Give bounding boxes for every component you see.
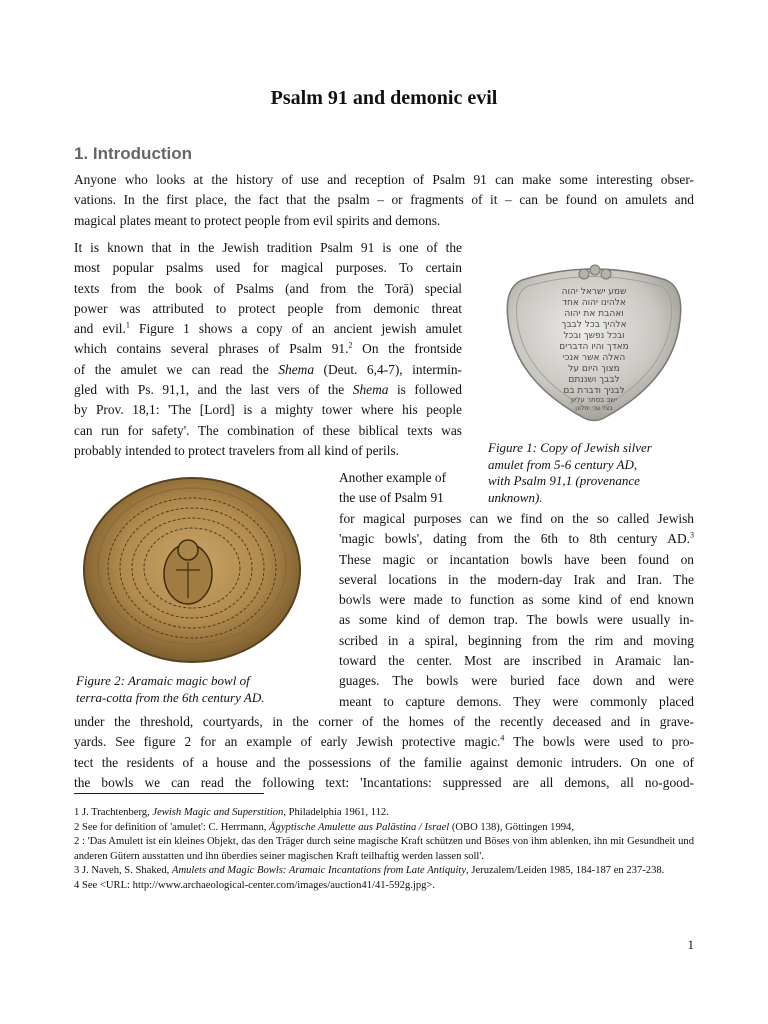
paragraph-magic-bowls [339,509,694,712]
bowl-illustration [80,470,304,666]
para-line: several locations in the modern-day Irak and Iran. The [339,571,694,587]
para-line: bowls were made to function as some kind of end known [339,592,694,608]
para-line: and evil.$^1$ Figure 1 shows a copy of an ancient jewish amulet [74,320,463,337]
paragraph-magic-bowls-start [339,468,467,509]
footnote-4[interactable]: 4 See <URL: http://www.archaeological-center.com/images/auction41/41-592g.jpg>. [74,879,436,891]
figure-1-caption: Figure 1: Copy of Jewish silver amulet from 5-6 century AD, with Psalm 91,1 (provenance unknown). [488,440,652,505]
intro-line: Anyone who looks at the history of use and reception of Psalm 91 can make some interesting obser- [74,172,694,187]
amulet-illustration [494,250,694,430]
para-line: of the amulet we can read the Shema (Deut. 6,4-7), intermin- [74,361,462,377]
footnote-ref[interactable]: 1 [125,320,130,330]
footnote-ref[interactable]: 3 [690,530,694,540]
footnote-2: 2 See for definition of 'amulet': C. Herrmann, Ägyptische Amulette aus Palästina / Israel (OBO 138), Göttingen 1994, [74,821,574,833]
amulet-inscription: ובכל נפשך ובכל [563,331,625,341]
page-number: 1 [687,937,694,952]
para-line: the use of Psalm 91 [339,490,444,506]
paragraph-magic-bowls-full [74,712,694,793]
para-line: by Prov. 18,1: 'The [Lord] is a mighty tower where his people [74,402,462,418]
amulet-inscription: מאדך והיו הדברים [559,342,629,352]
intro-paragraph [74,170,694,231]
footnotes [74,806,694,894]
para-line: gled with Ps. 91,1, and the last vers of the Shema is followed [74,382,462,398]
amulet-inscription: בצל שדי יתלונן [575,405,613,412]
para-line: Another example of [339,470,447,485]
para-line: as some kind of demon trap. The bowls were usually in- [339,612,694,628]
para-line: guages. The bowls were buried face down and were [339,673,694,689]
footnote-1: 1 J. Trachtenberg, Jewish Magic and Superstition, Philadelphia 1961, 112. [74,807,389,818]
page-title: Psalm 91 and demonic evil [270,87,498,109]
footnote-ref[interactable]: 4 [500,733,505,743]
paragraph-jewish-tradition [74,238,462,461]
para-line: meant to capture demons. They were commonly placed [339,693,694,709]
figure-2-caption: Figure 2: Aramaic magic bowl of terra-cotta from the 6th century AD. [76,673,265,705]
para-line: It is known that in the Jewish tradition Psalm 91 is one of the [74,240,462,255]
footnote-2-quote: 2 : 'Das Amulett ist ein kleines Objekt, das den Träger durch seine magische Kraft schützen und Böses von ihm ablenken, ihn mit Gesundheit und anderen Gütern ausstatten und ihn überdies seiner magischen Kraft teilhaftig werden lassen soll'. [74,836,694,862]
figure-2-bowl-image [80,470,304,666]
para-line: for magical purposes can we find on the so called Jewish [339,511,694,526]
para-line: probably intended to protect travelers from all kind of perils. [74,442,399,458]
amulet-inscription: ואהבת את יהוה [564,309,624,319]
para-line: scribed in a spiral, beginning from the rim and moving [339,632,694,648]
para-line: the bowls we can read the following text: 'Incantations: suppressed are all demons, all no-good- [74,774,694,790]
amulet-inscription: אלהינו יהוה אחד [562,298,626,308]
para-line: most popular psalms used for magical purposes. To certain [74,260,462,276]
footnote-3: 3 J. Naveh, S. Shaked, Amulets and Magic Bowls: Aramaic Incantations from Late Antiquity, Jeruzalem/Leiden 1985, 184-187 en 237-238. [74,865,665,877]
para-line: can run for safety'. The combination of these biblical texts was [74,422,462,438]
intro-line: vations. In the first place, the fact that the psalm – or fragments of it – can be found on amulets and [74,192,694,208]
intro-line: magical plates meant to protect people from evil spirits and demons. [74,212,441,228]
figure-1-amulet-image [494,250,694,430]
para-line: These magic or incantation bowls have been found on [339,551,694,567]
amulet-inscription: לבבך ושננתם [568,375,620,385]
section-heading: 1. Introduction [74,144,193,163]
para-line: under the threshold, courtyards, in the corner of the homes of the recently deceased and in grave- [74,714,694,729]
footnote-ref[interactable]: 2 [348,341,353,351]
amulet-inscription: לבניך ודברת בם [563,386,625,396]
amulet-inscription: מצוך היום על [568,364,620,374]
para-line: power was attributed to protect people from demonic threat [74,300,462,316]
para-line: texts from the book of Psalms (and from the Torā) special [74,280,462,296]
amulet-inscription: האלה אשר אנכי [562,353,626,363]
para-line: which contains several phrases of Psalm 91.$^2$ On the frontside [74,341,462,357]
footnote-divider [74,793,264,794]
para-line: 'magic bowls', dating from the 6th to 8th century AD.$^3$ [339,530,694,547]
amulet-inscription: ישב בסתר עליון [571,396,617,404]
para-line: tect the residents of a house and the possessions of the familie against demonic intruders. On one of [74,754,694,770]
para-line: toward the center. Most are inscribed in Aramaic lan- [339,653,694,669]
para-line: yards. See figure 2 for an example of early Jewish protective magic.$^4$ The bowls were used to pro- [74,733,694,750]
amulet-inscription: שמע ישראל יהוה [561,287,627,297]
amulet-inscription: אלהיך בכל לבבך [561,320,627,330]
